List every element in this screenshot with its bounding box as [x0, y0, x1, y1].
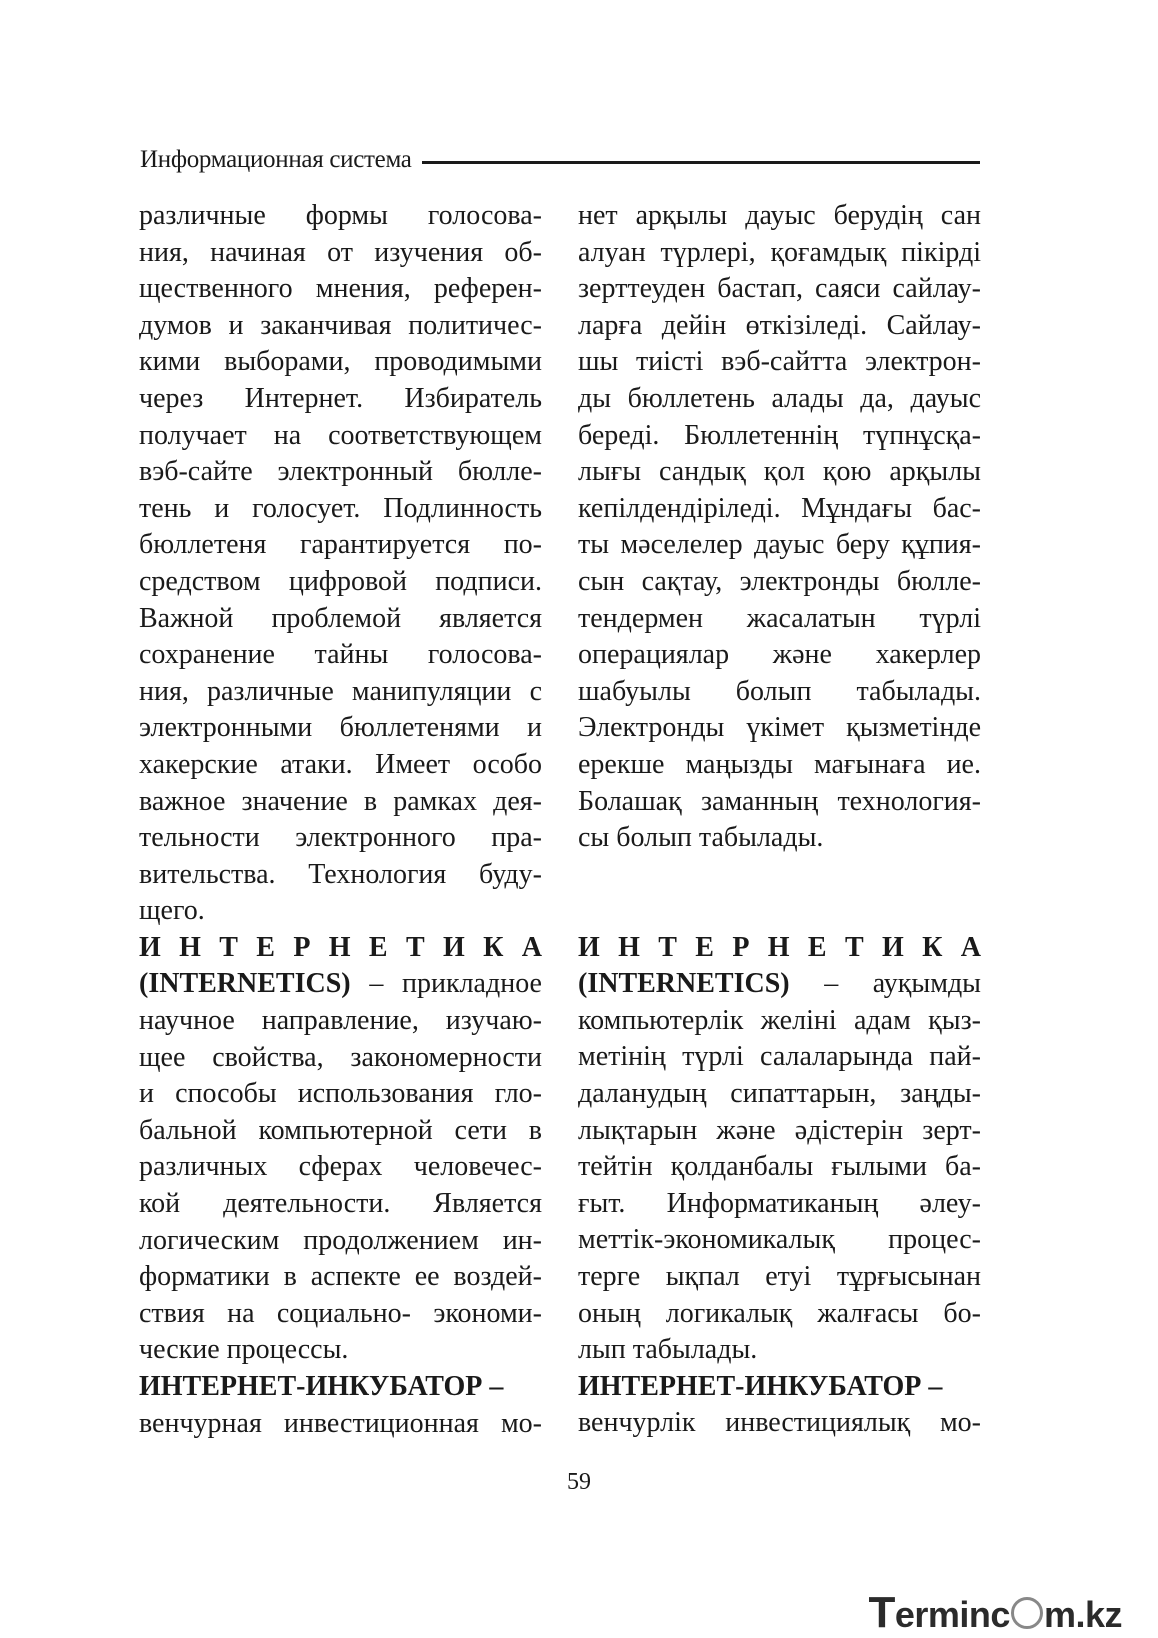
- text-line: тейтін қолданбалы ғылыми ба-: [578, 1151, 981, 1183]
- text-line: шабуылы болып табылады.: [578, 675, 981, 707]
- text-line: сохранение тайны голосова-: [139, 639, 542, 671]
- text-line: щественного мнения, референ-: [139, 273, 542, 305]
- text-line: венчурная инвестиционная мо-: [139, 1407, 542, 1439]
- watermark-t: T: [868, 1588, 895, 1637]
- text-line: электронными бюллетенями и: [139, 712, 542, 744]
- text-line: лықтарын және әдістерін зерт-: [578, 1114, 981, 1146]
- text-line: думов и заканчивая политичес-: [139, 309, 542, 341]
- text-line: венчурлік инвестициялық мо-: [578, 1407, 981, 1439]
- left-term-internetics-line: [139, 966, 542, 1003]
- right-column: [578, 198, 981, 1442]
- text-line: щее свойства, закономерности: [139, 1041, 542, 1073]
- text-line: форматики в аспекте ее воздей-: [139, 1261, 542, 1293]
- right-column-gap: [578, 857, 981, 930]
- text-line: логическим продолжением ин-: [139, 1224, 542, 1256]
- text-line: шы тиісті вэб-сайтта электрон-: [578, 346, 981, 378]
- text-line: научное направление, изучаю-: [139, 1005, 542, 1037]
- text-line: хакерские атаки. Имеет особо: [139, 748, 542, 780]
- right-term-internetics-latin: (INTERNETICS): [578, 968, 790, 1000]
- text-line: вительства. Технология буду-: [139, 858, 542, 890]
- text-line: ғыт. Информатиканың әлеу-: [578, 1187, 981, 1219]
- running-header: [140, 146, 980, 174]
- right-paragraph-3: [578, 1405, 981, 1442]
- header-rule: [422, 161, 980, 164]
- text-line: алуан түрлері, қоғамдық пікірді: [578, 236, 981, 268]
- termincom-watermark-logo: [869, 1588, 1123, 1638]
- text-line: оның логикалық жалғасы бо-: [578, 1297, 981, 1329]
- text-line: Болашақ заманның технология-: [578, 785, 981, 817]
- left-paragraph-3: [139, 1406, 542, 1443]
- text-line: ствия на социально- экономи-: [139, 1297, 542, 1329]
- page-number: 59: [567, 1469, 591, 1495]
- text-line: бальной компьютерной сети в: [139, 1114, 542, 1146]
- text-line: сын сақтау, электронды бюлле-: [578, 565, 981, 597]
- watermark-text-b: m.kz: [1043, 1594, 1122, 1635]
- left-term-incubator: ИНТЕРНЕТ-ИНКУБАТОР: [139, 1371, 483, 1402]
- left-term-internetics-def-start: – прикладное: [350, 968, 542, 1000]
- text-line: сы болып табылады.: [578, 822, 824, 854]
- text-line: метінің түрлі салаларында пай-: [578, 1041, 981, 1073]
- text-line: кой деятельности. Является: [139, 1188, 542, 1220]
- left-paragraph-1: [139, 198, 542, 930]
- text-line: через Интернет. Избиратель: [139, 382, 542, 414]
- text-line: кими выборами, проводимыми: [139, 346, 542, 378]
- right-term-incubator-line: [578, 1369, 981, 1406]
- text-line: средством цифровой подписи.: [139, 565, 542, 597]
- left-term-internetics: И Н Т Е Р Н Е Т И К А: [139, 931, 542, 963]
- header-title: Информационная система: [140, 146, 412, 173]
- left-paragraph-2: [139, 1003, 542, 1369]
- text-line: получает на соответствующем: [139, 419, 542, 451]
- text-line: компьютерлік желіні адам қыз-: [578, 1004, 981, 1036]
- text-line: ерекше маңызды мағынаға ие.: [578, 748, 981, 780]
- text-line: меттік-экономикалық процес-: [578, 1224, 981, 1256]
- text-line: ния, начиная от изучения об-: [139, 236, 542, 268]
- text-line: лып табылады.: [578, 1334, 758, 1366]
- text-line: и способы использования гло-: [139, 1078, 542, 1110]
- text-line: тень и голосует. Подлинность: [139, 492, 542, 524]
- text-line: ния, различные манипуляции с: [139, 675, 542, 707]
- text-line: ты мәселелер дауыс беру құпия-: [578, 529, 981, 561]
- text-line: даланудың сипаттарын, заңды-: [578, 1078, 981, 1110]
- text-line: вэб-сайте электронный бюлле-: [139, 456, 542, 488]
- text-line: тельности электронного пра-: [139, 822, 542, 854]
- text-line: важное значение в рамках дея-: [139, 785, 542, 817]
- watermark-text-a: erminc: [894, 1594, 1010, 1635]
- text-line: бюллетеня гарантируется по-: [139, 529, 542, 561]
- left-term-internetics-latin: (INTERNETICS): [139, 968, 351, 1000]
- text-line: тендермен жасалатын түрлі: [578, 602, 981, 634]
- magnifier-icon: [1011, 1597, 1043, 1629]
- text-line: нет арқылы дауыс берудің сан: [578, 200, 981, 231]
- right-paragraph-1: [578, 198, 981, 857]
- right-term-incubator-dash: –: [921, 1370, 943, 1402]
- text-line: различных сферах человечес-: [139, 1151, 542, 1183]
- text-line: лығы сандық қол қою арқылы: [578, 456, 981, 488]
- left-column: [139, 198, 542, 1442]
- text-line: кепілдендіріледі. Мұндағы бас-: [578, 492, 981, 524]
- left-term-incubator-line: [139, 1369, 542, 1406]
- right-term-incubator: ИНТЕРНЕТ-ИНКУБАТОР: [578, 1370, 922, 1402]
- text-line: терге ықпал етуі тұрғысынан: [578, 1261, 981, 1293]
- right-paragraph-2: [578, 1003, 981, 1369]
- text-line: ларға дейін өткізіледі. Сайлау-: [578, 309, 981, 341]
- text-line: береді. Бюллетеннің түпнұсқа-: [578, 419, 981, 451]
- text-line: Электронды үкімет қызметінде: [578, 712, 981, 744]
- text-line: ческие процессы.: [139, 1334, 349, 1366]
- text-line: операциялар және хакерлер: [578, 639, 981, 671]
- right-term-internetics-def-start: – ауқымды: [789, 968, 981, 1000]
- left-term-incubator-dash: –: [482, 1371, 504, 1402]
- text-line: различные формы голосова-: [139, 200, 542, 231]
- text-line: зерттеуден бастап, саяси сайлау-: [578, 273, 981, 305]
- text-line: щего.: [139, 895, 205, 927]
- right-term-internetics: И Н Т Е Р Н Е Т И К А: [578, 931, 981, 963]
- text-line: ды бюллетень алады да, дауыс: [578, 382, 981, 414]
- right-term-internetics-line: [578, 966, 981, 1003]
- text-line: Важной проблемой является: [139, 602, 542, 634]
